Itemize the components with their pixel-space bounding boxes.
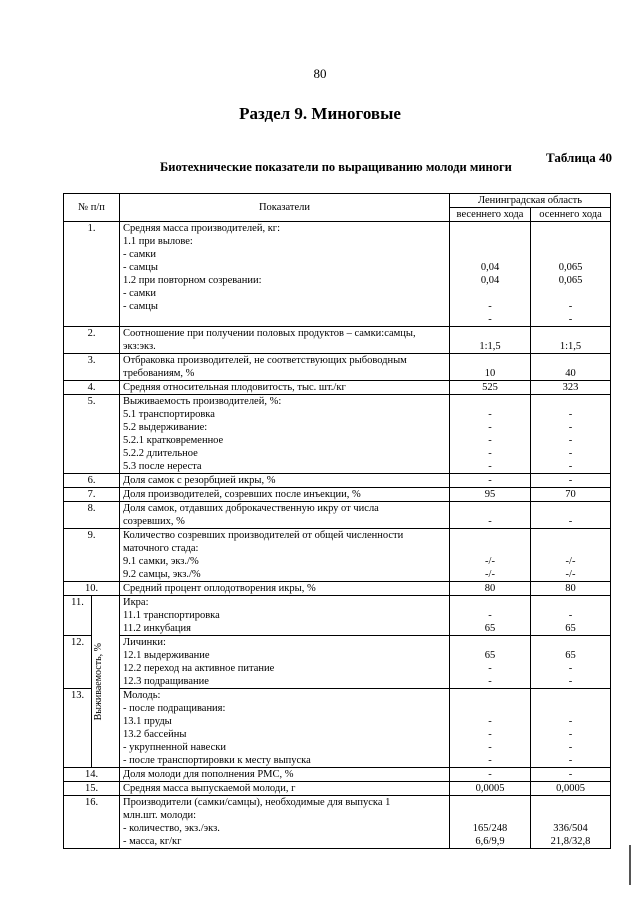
rows.13.spring: - [488, 769, 492, 780]
rows.7.spring [450, 502, 530, 515]
rows.8.spring [450, 529, 530, 542]
table-row [64, 354, 611, 381]
rows.1.lines: экз:экз. [123, 341, 156, 352]
survival-group-text: Выживаемость, % [93, 642, 104, 721]
spring-value [450, 381, 531, 395]
header-spring: весеннего хода [450, 208, 531, 222]
table-number: Таблица 40 [546, 150, 613, 165]
spring-value [450, 636, 531, 689]
rows.15.spring: 165/248 [472, 823, 508, 834]
spring-value [450, 529, 531, 582]
rows.12.autumn: - [568, 755, 573, 766]
row-number: 6. [64, 474, 120, 488]
table-row [64, 689, 611, 768]
row-number: 14. [64, 768, 120, 782]
rows.10.autumn: 65 [565, 623, 576, 634]
autumn-value [531, 636, 611, 689]
indicator-cell [120, 502, 450, 529]
rows.4.autumn: - [568, 448, 573, 459]
rows.10.spring: 65 [484, 623, 496, 634]
table-row [64, 327, 611, 354]
rows.8.lines: 9.1 самки, экз./% [123, 556, 199, 567]
table-row [64, 488, 611, 502]
table-row [64, 529, 611, 582]
spring-value [450, 689, 531, 768]
rows.4.spring: - [488, 409, 492, 420]
rows.2.autumn [531, 354, 610, 367]
rows.4.lines: 5.1 транспортировка [123, 409, 215, 420]
autumn-value [531, 529, 611, 582]
indicator-cell [120, 689, 450, 768]
indicator-cell [120, 636, 450, 689]
rows.7.lines: созревших, % [123, 516, 185, 527]
indicator-cell [120, 582, 450, 596]
rows.15.lines: - количество, экз./экз. [123, 823, 220, 834]
rows.4.autumn: - [568, 409, 573, 420]
rows.12.lines: Молодь: [123, 690, 161, 701]
row-number: 3. [64, 354, 120, 381]
row-number: 13. [64, 689, 92, 768]
rows.12.spring [450, 702, 530, 715]
rows.14.autumn: 0,0005 [556, 783, 585, 794]
rows.6.spring: 95 [484, 489, 496, 500]
autumn-value [531, 327, 611, 354]
rows.10.spring [450, 596, 530, 609]
rows.14.lines: Средняя масса выпускаемой молоди, г [123, 783, 296, 794]
rows.0.lines: - самки [123, 249, 156, 260]
rows.7.lines: Доля самок, отдавших доброкачественную икру от числа [123, 503, 379, 514]
rows.0.autumn [531, 248, 610, 261]
spring-value [450, 502, 531, 529]
rows.12.spring: - [488, 755, 492, 766]
rows.12.spring [450, 689, 530, 702]
autumn-value [531, 796, 611, 849]
indicator-cell [120, 796, 450, 849]
table-row [64, 596, 611, 636]
header-region: Ленинградская область [450, 194, 611, 208]
rows.0.lines: 1.2 при повторном созревании: [123, 275, 262, 286]
section-title: Раздел 9. Миноговые [239, 104, 401, 123]
rows.10.lines: Икра: [123, 597, 149, 608]
autumn-value [531, 689, 611, 768]
rows.15.autumn [531, 796, 610, 809]
rows.1.spring [450, 327, 530, 340]
row-number: 12. [64, 636, 92, 689]
rows.11.lines: 12.2 переход на активное питание [123, 663, 275, 674]
rows.12.autumn: - [568, 742, 573, 753]
spring-value [450, 488, 531, 502]
spring-value [450, 768, 531, 782]
rows.15.autumn: 21,8/32,8 [550, 836, 591, 847]
rows.11.autumn: 65 [565, 650, 576, 661]
rows.8.spring: -/- [485, 556, 495, 567]
indicator-cell [120, 596, 450, 636]
rows.12.spring: - [488, 729, 492, 740]
rows.0.autumn [531, 287, 610, 300]
row-number: 2. [64, 327, 120, 354]
indicator-cell [120, 354, 450, 381]
rows.11.autumn: - [568, 676, 573, 687]
rows.12.spring: - [488, 742, 492, 753]
indicator-cell [120, 395, 450, 474]
rows.0.lines: Средняя масса производителей, кг: [123, 223, 281, 234]
spring-value [450, 474, 531, 488]
rows.12.autumn [531, 702, 610, 715]
row-number: 11. [64, 596, 92, 636]
rows.4.lines: 5.3 после нереста [123, 461, 202, 472]
row-number: 9. [64, 529, 120, 582]
rows.1.spring: 1:1,5 [479, 341, 501, 352]
indicator-cell [120, 381, 450, 395]
rows.4.lines: Выживаемость производителей, %: [123, 396, 282, 407]
rows.0.autumn: - [568, 314, 573, 325]
rows.10.autumn [531, 596, 610, 609]
rows.13.autumn: - [568, 769, 573, 780]
rows.12.lines: - после подращивания: [123, 703, 226, 714]
indicator-cell [120, 782, 450, 796]
header-indicators: Показатели [120, 194, 450, 222]
autumn-value [531, 474, 611, 488]
autumn-value [531, 582, 611, 596]
rows.11.lines: 12.3 подращивание [123, 676, 209, 687]
rows.0.autumn: 0,065 [558, 262, 583, 273]
rows.12.autumn: - [568, 729, 573, 740]
rows.8.lines: Количество созревших производителей от общей численности [123, 530, 404, 541]
rows.0.autumn: 0,065 [558, 275, 583, 286]
rows.2.spring: 10 [484, 368, 496, 379]
rows.3.autumn: 323 [562, 382, 579, 393]
rows.15.autumn: 336/504 [553, 823, 588, 834]
rows.9.autumn: 80 [565, 583, 576, 594]
autumn-value [531, 502, 611, 529]
rows.10.spring: - [488, 610, 492, 621]
rows.7.spring: - [488, 516, 492, 527]
rows.0.lines: - самцы [123, 301, 158, 312]
rows.4.spring [450, 395, 530, 408]
rows.0.autumn [531, 235, 610, 248]
indicator-cell [120, 488, 450, 502]
rows.0.lines: - самки [123, 288, 156, 299]
rows.0.spring [450, 222, 530, 235]
rows.12.lines: - укрупненной навески [123, 742, 226, 753]
rows.8.lines: 9.2 самцы, экз./% [123, 569, 201, 580]
row-number: 5. [64, 395, 120, 474]
spring-value [450, 782, 531, 796]
table-row [64, 768, 611, 782]
survival-group-label [92, 596, 120, 768]
rows.15.lines: млн.шт. молоди: [123, 810, 197, 821]
rows.8.spring [450, 542, 530, 555]
rows.0.spring: - [488, 301, 492, 312]
autumn-value [531, 782, 611, 796]
rows.2.autumn: 40 [565, 368, 576, 379]
rows.0.lines: 1.1 при вылове: [123, 236, 193, 247]
rows.11.spring [450, 636, 530, 649]
table-row [64, 636, 611, 689]
rows.4.lines: 5.2 выдерживание: [123, 422, 208, 433]
rows.11.lines: 12.1 выдерживание [123, 650, 210, 661]
table-row [64, 395, 611, 474]
row-number: 15. [64, 782, 120, 796]
rows.11.autumn: - [568, 663, 573, 674]
rows.1.lines: Соотношение при получении половых продуктов – самки:самцы, [123, 328, 416, 339]
rows.8.autumn: -/- [565, 569, 576, 580]
row-number: 4. [64, 381, 120, 395]
header-num: № п/п [64, 194, 120, 222]
rows.5.autumn: - [568, 475, 573, 486]
rows.15.spring: 6,6/9,9 [475, 836, 505, 847]
rows.10.lines: 11.2 инкубация [123, 623, 191, 634]
rows.5.spring: - [488, 475, 492, 486]
autumn-value [531, 395, 611, 474]
rows.0.spring: - [488, 314, 492, 325]
rows.1.autumn [531, 327, 610, 340]
spring-value [450, 596, 531, 636]
rows.0.spring [450, 235, 530, 248]
rows.12.lines: 13.1 пруды [123, 716, 172, 727]
row-number: 16. [64, 796, 120, 849]
rows.4.autumn: - [568, 422, 573, 433]
rows.4.spring: - [488, 422, 492, 433]
indicator-cell [120, 768, 450, 782]
rows.0.spring: 0,04 [480, 262, 500, 273]
rows.1.autumn: 1:1,5 [559, 341, 582, 352]
rows.11.spring: 65 [484, 650, 496, 661]
table-row [64, 502, 611, 529]
rows.7.autumn [531, 502, 610, 515]
autumn-value [531, 381, 611, 395]
rows.6.autumn: 70 [565, 489, 576, 500]
rows.2.lines: требованиям, % [123, 368, 195, 379]
rows.8.autumn: -/- [565, 556, 576, 567]
spring-value [450, 796, 531, 849]
indicator-cell [120, 222, 450, 327]
rows.10.autumn: - [568, 610, 573, 621]
rows.4.autumn [531, 395, 610, 408]
rows.9.spring: 80 [484, 583, 496, 594]
rows.15.autumn [531, 809, 610, 822]
page-number: 80 [313, 66, 327, 81]
spring-value [450, 354, 531, 381]
rows.10.lines: 11.1 транспортировка [123, 610, 220, 621]
table-row [64, 222, 611, 327]
indicators-table [63, 193, 611, 849]
row-number: 1. [64, 222, 120, 327]
table-row [64, 381, 611, 395]
table-row [64, 474, 611, 488]
rows.0.autumn [531, 222, 610, 235]
rows.4.spring: - [488, 435, 492, 446]
rows.12.lines: 13.2 бассейны [123, 729, 187, 740]
header-autumn: осеннего хода [531, 208, 611, 222]
rows.4.autumn: - [568, 461, 573, 472]
table-title: Биотехнические показатели по выращиванию молоди миноги [160, 160, 512, 174]
row-number: 8. [64, 502, 120, 529]
rows.9.lines: Средний процент оплодотворения икры, % [123, 583, 316, 594]
rows.8.lines: маточного стада: [123, 543, 199, 554]
rows.2.spring [450, 354, 530, 367]
indicator-cell [120, 327, 450, 354]
rows.4.spring: - [488, 461, 492, 472]
autumn-value [531, 768, 611, 782]
row-number: 10. [64, 582, 120, 596]
rows.12.lines: - после транспортировки к месту выпуска [123, 755, 311, 766]
rows.0.autumn: - [568, 301, 573, 312]
rows.15.spring [450, 796, 530, 809]
rows.15.lines: - масса, кг/кг [123, 836, 182, 847]
rows.12.autumn [531, 689, 610, 702]
spring-value [450, 327, 531, 354]
rows.5.lines: Доля самок с резорбцией икры, % [123, 475, 276, 486]
indicator-cell [120, 529, 450, 582]
rows.12.spring: - [488, 716, 492, 727]
rows.12.autumn: - [568, 716, 573, 727]
autumn-value [531, 354, 611, 381]
margin-mark [629, 845, 631, 885]
indicator-cell [120, 474, 450, 488]
rows.15.lines: Производители (самки/самцы), необходимые для выпуска 1 [123, 797, 391, 808]
rows.11.lines: Личинки: [123, 637, 166, 648]
rows.3.spring: 525 [482, 382, 498, 393]
spring-value [450, 395, 531, 474]
rows.4.spring: - [488, 448, 492, 459]
table-row [64, 582, 611, 596]
rows.7.autumn: - [568, 516, 573, 527]
rows.3.lines: Средняя относительная плодовитость, тыс. шт./кг [123, 382, 346, 393]
rows.0.spring [450, 287, 530, 300]
autumn-value [531, 596, 611, 636]
row-number: 7. [64, 488, 120, 502]
rows.11.spring: - [488, 676, 492, 687]
rows.6.lines: Доля производителей, созревших после инъекции, % [123, 489, 361, 500]
table-row [64, 796, 611, 849]
rows.8.autumn [531, 529, 610, 542]
rows.11.autumn [531, 636, 610, 649]
rows.4.autumn: - [568, 435, 573, 446]
rows.0.lines: - самцы [123, 262, 158, 273]
autumn-value [531, 488, 611, 502]
rows.4.lines: 5.2.1 кратковременное [123, 435, 224, 446]
rows.14.spring: 0,0005 [475, 783, 505, 794]
rows.15.spring [450, 809, 530, 822]
rows.13.lines: Доля молоди для пополнения РМС, % [123, 769, 294, 780]
autumn-value [531, 222, 611, 327]
rows.8.spring: -/- [485, 569, 495, 580]
rows.8.autumn [531, 542, 610, 555]
spring-value [450, 582, 531, 596]
rows.2.lines: Отбраковка производителей, не соответствующих рыбоводным [123, 355, 407, 366]
rows.0.spring [450, 248, 530, 261]
rows.4.lines: 5.2.2 длительное [123, 448, 198, 459]
rows.11.spring: - [488, 663, 492, 674]
rows.0.spring: 0,04 [480, 275, 500, 286]
spring-value [450, 222, 531, 327]
table-row [64, 782, 611, 796]
